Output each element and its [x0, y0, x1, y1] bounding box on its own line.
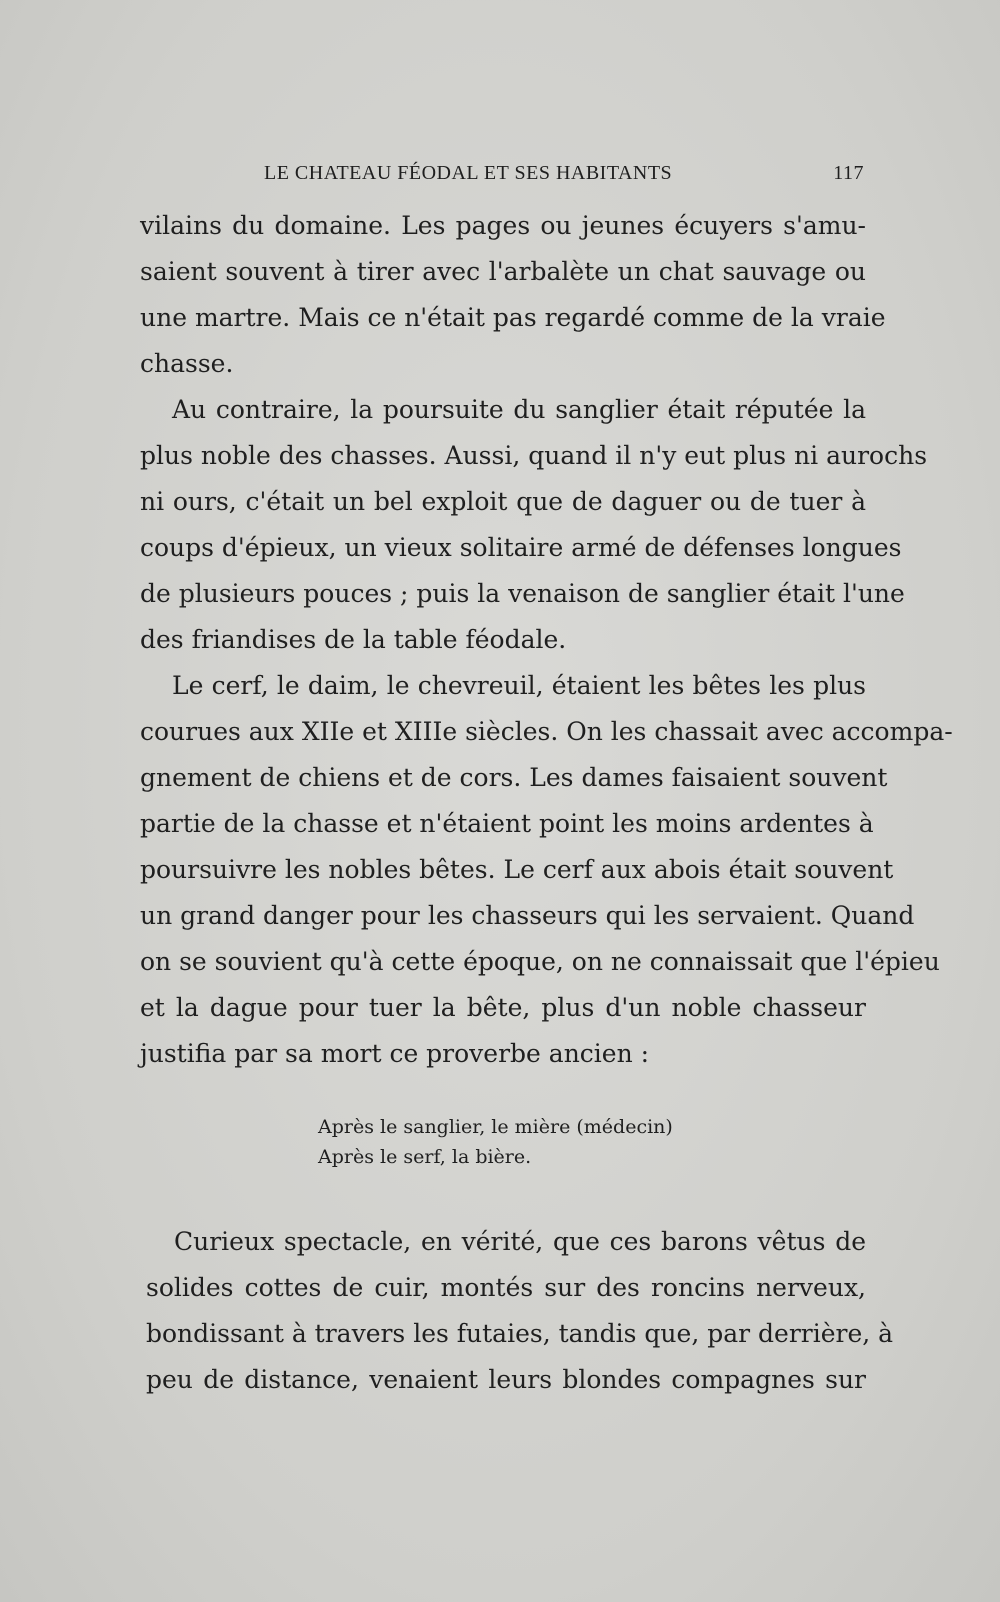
text-line: justifia par sa mort ce proverbe ancien : [140, 1039, 650, 1068]
text-line: plus noble des chasses. Aussi, quand il n'y eut plus ni aurochs [140, 441, 928, 470]
text-line: bondissant à travers les futaies, tandis que, par derrière, à [146, 1319, 894, 1348]
text-line: Curieux spectacle, en vérité, que ces barons vêtus de [174, 1227, 866, 1256]
text-line: partie de la chasse et n'étaient point les moins ardentes à [140, 809, 874, 838]
text-line: poursuivre les nobles bêtes. Le cerf aux abois était souvent [140, 855, 894, 884]
text-line: un grand danger pour les chasseurs qui les servaient. Quand [140, 901, 915, 930]
text-line: de plusieurs pouces ; puis la venaison de sanglier était l'une [140, 579, 905, 608]
proverb-line: Après le serf, la bière. [318, 1146, 532, 1168]
text-line: courues aux XIIe et XIIIe siècles. On les chassait avec accompa- [140, 717, 953, 746]
text-line: des friandises de la table féodale. [140, 625, 567, 654]
running-head [264, 158, 864, 188]
text-line: saient souvent à tirer avec l'arbalète un chat sauvage ou [140, 257, 866, 286]
text-line: vilains du domaine. Les pages ou jeunes écuyers s'amu- [140, 211, 866, 240]
page-number: 117 [833, 162, 864, 184]
text-line: et la dague pour tuer la bête, plus d'un noble chasseur [140, 993, 866, 1022]
text-line: on se souvient qu'à cette époque, on ne connaissait que l'épieu [140, 947, 940, 976]
text-line: solides cottes de cuir, montés sur des roncins nerveux, [146, 1273, 866, 1302]
text-line: Le cerf, le daim, le chevreuil, étaient les bêtes les plus [172, 671, 866, 700]
text-line: Au contraire, la poursuite du sanglier était réputée la [172, 395, 866, 424]
text-line: chasse. [140, 349, 234, 378]
running-title: LE CHATEAU FÉODAL ET SES HABITANTS [264, 162, 673, 184]
proverb-line: Après le sanglier, le mière (médecin) [318, 1116, 673, 1138]
text-line: ni ours, c'était un bel exploit que de daguer ou de tuer à [140, 487, 866, 516]
text-line: gnement de chiens et de cors. Les dames faisaient souvent [140, 763, 888, 792]
text-line: coups d'épieux, un vieux solitaire armé de défenses longues [140, 533, 902, 562]
text-line: une martre. Mais ce n'était pas regardé comme de la vraie [140, 303, 886, 332]
text-line: peu de distance, venaient leurs blondes compagnes sur [146, 1365, 866, 1394]
